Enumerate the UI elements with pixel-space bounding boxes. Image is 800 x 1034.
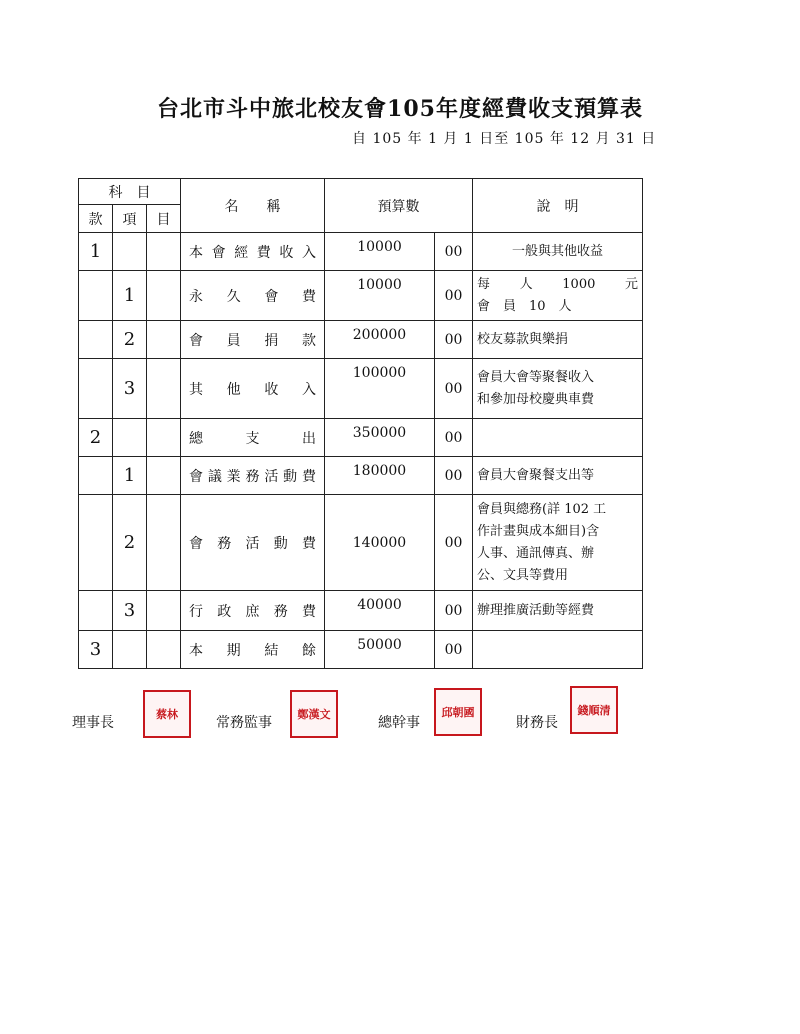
description-line: 校友募款與樂捐 [477,331,569,347]
document-title: 台北市斗中旅北校友會105年度經費收支預算表 [157,96,643,122]
description-line: 作計畫與成本細目)含 [477,523,600,539]
cell-xiang: 2 [113,321,147,359]
cell-xiang: 3 [113,359,147,419]
fiscal-period: 自 105 年 1 月 1 日至 105 年 12 月 31 日 [352,131,657,147]
cell-description [473,321,643,359]
table-row [79,321,643,359]
cell-amount: 100000 [325,359,435,419]
cell-description [473,359,643,419]
description-line: 公、文具等費用 [477,567,569,583]
cell-xiang: 1 [113,457,147,495]
cell-description [473,233,643,271]
table-row [79,495,643,591]
cell-mu [147,233,181,271]
cell-name: 永久會費 [181,271,325,321]
cell-amount: 200000 [325,321,435,359]
header-xiang: 項 [113,205,147,233]
description-line: 每 人 1000 元 [477,276,638,292]
cell-amount: 40000 [325,591,435,631]
cell-amount: 10000 [325,271,435,321]
cell-mu [147,271,181,321]
cell-cents: 00 [435,419,473,457]
seal-treasurer: 錢順清 [570,686,618,734]
description-line: 和參加母校慶典車費 [477,391,595,407]
signature-label-chairman: 理事長 [72,715,114,731]
cell-description [473,495,643,591]
signature-label-secretary: 總幹事 [378,715,420,731]
header-subject: 科 目 [79,179,181,205]
seal-secretary: 邱朝國 [434,688,482,736]
cell-xiang: 3 [113,591,147,631]
cell-description [473,419,643,457]
description-line: 會員大會等聚餐收入 [477,369,595,385]
cell-cents: 00 [435,591,473,631]
cell-name: 行政庶務費 [181,591,325,631]
header-row [79,179,643,205]
header-mu: 目 [147,205,181,233]
description-line: 人事、通訊傳真、辦 [477,545,595,561]
cell-kuan [79,359,113,419]
cell-description: 會員大會聚餐支出等 [473,457,643,495]
cell-kuan [79,321,113,359]
header-name: 名 稱 [181,179,325,233]
cell-mu [147,359,181,419]
seal-supervisor: 鄭漢文 [290,690,338,738]
cell-description: 辦理推廣活動等經費 [473,591,643,631]
cell-name: 會務活動費 [181,495,325,591]
cell-mu [147,457,181,495]
cell-name: 會員捐款 [181,321,325,359]
cell-amount: 180000 [325,457,435,495]
table-row [79,271,643,321]
table-row [79,419,643,457]
seal-chairman: 蔡林 [143,690,191,738]
cell-cents: 00 [435,321,473,359]
cell-xiang [113,419,147,457]
cell-mu [147,419,181,457]
cell-description [473,631,643,669]
table-row [79,631,643,669]
cell-cents: 00 [435,631,473,669]
cell-cents: 00 [435,495,473,591]
description-line: 會員與總務(詳 102 工 [477,501,607,517]
cell-description [473,271,643,321]
cell-amount: 140000 [325,495,435,591]
cell-name: 本會經費收入 [181,233,325,271]
cell-name: 其他收入 [181,359,325,419]
description-line: 會 員 10 人 [477,298,572,314]
budget-table [78,178,643,669]
cell-mu [147,495,181,591]
cell-xiang: 1 [113,271,147,321]
header-description: 說 明 [473,179,643,233]
signature-label-treasurer: 財務長 [516,715,558,731]
cell-mu [147,591,181,631]
table-row [79,233,643,271]
cell-kuan [79,495,113,591]
cell-kuan [79,591,113,631]
cell-cents: 00 [435,359,473,419]
cell-kuan [79,271,113,321]
cell-name: 本期結餘 [181,631,325,669]
cell-kuan [79,457,113,495]
cell-kuan: 1 [79,233,113,271]
cell-xiang [113,233,147,271]
cell-amount: 10000 [325,233,435,271]
cell-amount: 50000 [325,631,435,669]
header-budget: 預算數 [325,179,473,233]
cell-kuan: 3 [79,631,113,669]
cell-amount: 350000 [325,419,435,457]
table-row [79,457,643,495]
cell-kuan: 2 [79,419,113,457]
cell-cents: 00 [435,271,473,321]
table-row [79,359,643,419]
table-row [79,591,643,631]
cell-mu [147,321,181,359]
cell-xiang: 2 [113,495,147,591]
description-line: 一般與其他收益 [511,243,603,259]
header-kuan: 款 [79,205,113,233]
cell-cents: 00 [435,457,473,495]
cell-name: 總支出 [181,419,325,457]
cell-name: 會議業務活動費 [181,457,325,495]
cell-xiang [113,631,147,669]
cell-cents: 00 [435,233,473,271]
cell-mu [147,631,181,669]
signature-label-supervisor: 常務監事 [216,715,272,731]
